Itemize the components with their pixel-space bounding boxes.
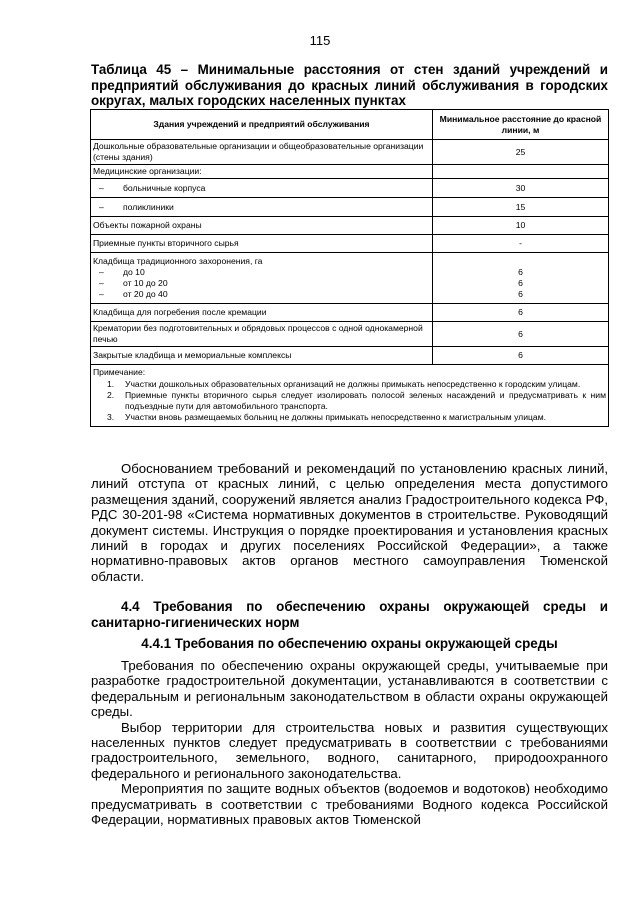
dash-bullet: –	[99, 183, 104, 193]
table-row	[91, 140, 609, 165]
sub-label: до 10	[123, 267, 145, 277]
row-value: 6	[433, 322, 609, 347]
row-value: 10	[433, 217, 609, 235]
paragraph-territory: Выбор территории для строительства новых и развития существующих населенных пунктов следует предусматривать в соответствии с требованиями градостроительного, земельного, водного, санитарного, природоохранного федерального и регионального законодательства.	[91, 719, 608, 781]
page-number: 115	[309, 33, 331, 48]
sub-label: от 20 до 40	[123, 289, 168, 299]
sub-item	[93, 202, 430, 213]
row-value	[433, 165, 609, 179]
table-row	[91, 198, 609, 217]
row-label: Крематории без подготовительных и обрядовых процессов с одной однокамерной печью	[91, 322, 433, 347]
table-header-cell: Минимальное расстояние до красной линии, м	[433, 110, 609, 140]
table-row	[91, 322, 609, 347]
row-value: 6	[433, 304, 609, 322]
table-row	[91, 165, 609, 179]
table-row	[91, 179, 609, 198]
table-row	[91, 217, 609, 235]
paragraph-basis: Обоснованием требований и рекомендаций по установлению красных линий, линий отступа от красных линий, с целью определения места допустимого размещения зданий, сооружений является анализ Градостроительного кодекса РФ, РДС 30-201-98 «Система нормативных документов в строительстве. Руководящий документ системы. Инструкция о порядке проектирования и установления красных линий в городах и других поселениях Российской Федерации», а также нормативно-правовых актов органов местного самоуправления Тюменской области.	[91, 461, 608, 584]
row-value: 6	[518, 267, 523, 277]
dash-bullet: –	[99, 202, 104, 212]
row-value: 6	[518, 289, 523, 299]
note-text: Приемные пункты вторичного сырья следует изолировать полосой зеленых насаждений и предусматривать к ним подъездные пути для автомобильного транспорта.	[125, 390, 606, 411]
row-label: Дошкольные образовательные организации и общеобразовательные организации (стены здания)	[91, 140, 433, 165]
row-label: Кладбища традиционного захоронения, га	[93, 256, 263, 266]
note-item: 3. Участки вновь размещаемых больниц не должны примыкать непосредственно к магистральным улицам.	[107, 412, 546, 422]
sub-item: – от 10 до 20	[99, 278, 168, 288]
table-row	[91, 347, 609, 365]
note-item: 1. Участки дошкольных образовательных организаций не должны примыкать непосредственно к городским улицам.	[107, 379, 581, 389]
table-row	[91, 235, 609, 253]
row-label: Приемные пункты вторичного сырья	[91, 235, 433, 253]
note-item: 2. Приемные пункты вторичного сырья следует изолировать полосой зеленых насаждений и предусматривать к ним подъездные пути для автомобильного транспорта.	[107, 390, 606, 411]
table-note-row	[91, 365, 609, 427]
row-label: поликлиники	[123, 202, 174, 212]
row-value: -	[433, 235, 609, 253]
sub-item	[93, 183, 430, 194]
sub-label: от 10 до 20	[123, 278, 168, 288]
paragraph-group	[91, 658, 608, 827]
row-label: Кладбища для погребения после кремации	[91, 304, 433, 322]
paragraph-requirements: Требования по обеспечению охраны окружающей среды, учитываемые при разработке градостроительной документации, устанавливаются в соответствии с федеральным и региональным законодательством в области охраны окружающей среды.	[91, 658, 608, 720]
table-caption: Таблица 45 – Минимальные расстояния от стен зданий учреждений и предприятий обслуживания до красных линий обслуживания в городских округах, малых городских населенных пунктах	[91, 62, 608, 108]
row-value: 6	[433, 347, 609, 365]
note-text: Участки вновь размещаемых больниц не должны примыкать непосредственно к магистральным улицам.	[125, 412, 546, 422]
note-title: Примечание:	[93, 367, 146, 377]
row-label: Медицинские организации:	[91, 165, 433, 179]
table-header-row	[91, 110, 609, 140]
paragraph-water: Мероприятия по защите водных объектов (водоемов и водотоков) необходимо предусматривать в соответствии с требованиями Водного кодекса Российской Федерации, нормативных правовых актов Тюменской	[91, 781, 608, 828]
table-row	[91, 304, 609, 322]
row-value: 6	[518, 278, 523, 288]
table-header-cell: Здания учреждений и предприятий обслуживания	[91, 110, 433, 140]
row-value: 25	[433, 140, 609, 165]
note-text: Участки дошкольных образовательных организаций не должны примыкать непосредственно к городским улицам.	[125, 379, 581, 389]
distance-table	[90, 109, 609, 427]
row-value: 15	[433, 198, 609, 217]
sub-item: – до 10	[99, 267, 145, 277]
sub-item: – от 20 до 40	[99, 289, 168, 299]
row-label: больничные корпуса	[123, 183, 206, 193]
row-value: 30	[433, 179, 609, 198]
subsection-heading: 4.4.1 Требования по обеспечению охраны окружающей среды	[141, 636, 558, 651]
section-heading: 4.4 Требования по обеспечению охраны окружающей среды и санитарно-гигиенических норм	[91, 599, 608, 630]
table-row	[91, 253, 609, 304]
row-label: Объекты пожарной охраны	[91, 217, 433, 235]
row-label: Закрытые кладбища и мемориальные комплексы	[91, 347, 433, 365]
